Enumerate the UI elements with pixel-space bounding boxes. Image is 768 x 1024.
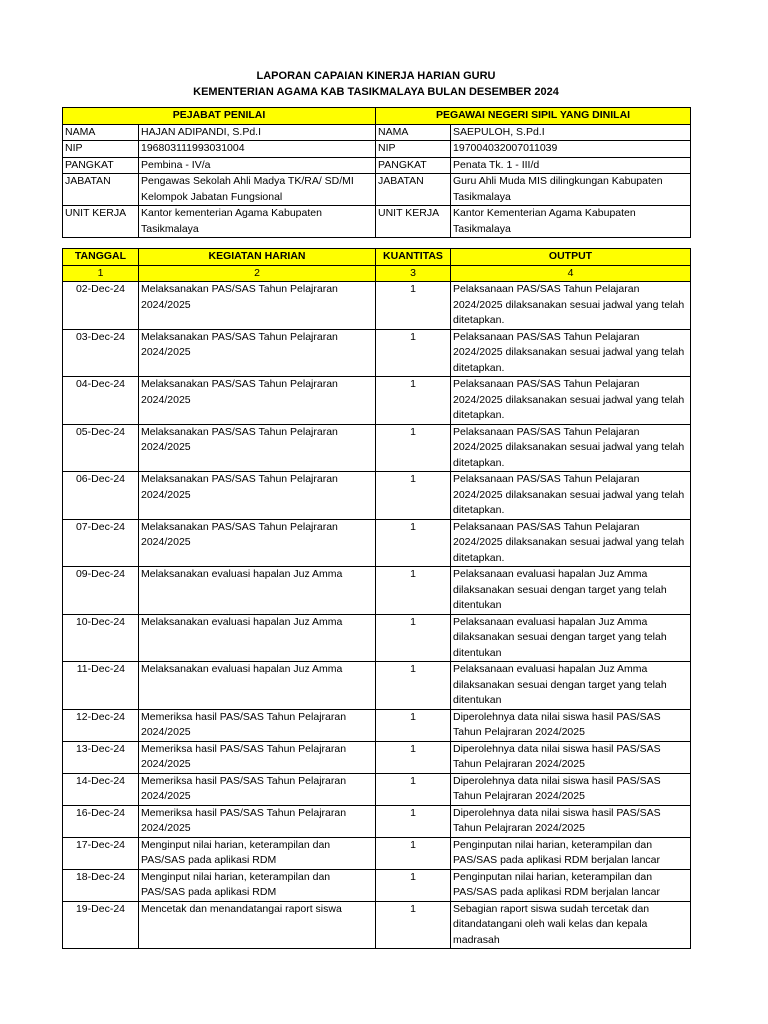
table-row: [63, 741, 691, 773]
activity-description: Melaksanakan PAS/SAS Tahun Pelajraran 2024/2025: [139, 424, 376, 472]
column-header-date: TANGGAL: [63, 249, 139, 266]
assessor-field-value: HAJAN ADIPANDI, S.Pd.I: [139, 124, 376, 141]
column-header-output: OUTPUT: [451, 249, 691, 266]
assessee-field-label: JABATAN: [376, 174, 451, 206]
assessor-field-label: UNIT KERJA: [63, 206, 139, 238]
table-row: [63, 805, 691, 837]
assessee-field-label: PANGKAT: [376, 157, 451, 174]
table-row: [63, 377, 691, 425]
assessor-field-value: Pembina - IV/a: [139, 157, 376, 174]
activity-output: Pelaksanaan PAS/SAS Tahun Pelajaran 2024/2025 dilaksanakan sesuai jadwal yang telah ditetapkan.: [451, 424, 691, 472]
column-number: 3: [376, 265, 451, 282]
assessee-field-label: UNIT KERJA: [376, 206, 451, 238]
table-row: [63, 567, 691, 615]
activity-quantity: 1: [376, 329, 451, 377]
activity-output: Pelaksanaan PAS/SAS Tahun Pelajaran 2024/2025 dilaksanakan sesuai jadwal yang telah ditetapkan.: [451, 329, 691, 377]
assessee-field-label: NIP: [376, 141, 451, 158]
activity-quantity: 1: [376, 567, 451, 615]
activity-output: Pelaksanaan evaluasi hapalan Juz Amma dilaksanakan sesuai dengan target yang telah ditentukan: [451, 662, 691, 710]
table-row: [63, 869, 691, 901]
activity-description: Melaksanakan evaluasi hapalan Juz Amma: [139, 614, 376, 662]
table-row: [63, 424, 691, 472]
activity-description: Memeriksa hasil PAS/SAS Tahun Pelajraran 2024/2025: [139, 709, 376, 741]
activity-description: Melaksanakan evaluasi hapalan Juz Amma: [139, 662, 376, 710]
activity-date: 16-Dec-24: [63, 805, 139, 837]
assessor-field-value: Kantor kementerian Agama Kabupaten Tasikmalaya: [139, 206, 376, 238]
assessor-field-label: JABATAN: [63, 174, 139, 206]
assessment-parties-table: [62, 107, 691, 238]
column-number: 1: [63, 265, 139, 282]
activity-output: Pelaksanaan PAS/SAS Tahun Pelajaran 2024/2025 dilaksanakan sesuai jadwal yang telah ditetapkan.: [451, 282, 691, 330]
info-row: [63, 157, 691, 174]
activity-date: 04-Dec-24: [63, 377, 139, 425]
table-row: [63, 709, 691, 741]
info-row: [63, 141, 691, 158]
activity-output: Penginputan nilai harian, keterampilan dan PAS/SAS pada aplikasi RDM berjalan lancar: [451, 869, 691, 901]
report-subtitle: KEMENTERIAN AGAMA KAB TASIKMALAYA BULAN DESEMBER 2024: [193, 86, 559, 98]
activity-output: Diperolehnya data nilai siswa hasil PAS/SAS Tahun Pelajraran 2024/2025: [451, 805, 691, 837]
table-row: [63, 837, 691, 869]
assessee-heading: PEGAWAI NEGERI SIPIL YANG DINILAI: [376, 108, 691, 125]
activity-description: Melaksanakan PAS/SAS Tahun Pelajraran 2024/2025: [139, 329, 376, 377]
activity-date: 17-Dec-24: [63, 837, 139, 869]
activity-quantity: 1: [376, 662, 451, 710]
activity-quantity: 1: [376, 472, 451, 520]
activity-output: Pelaksanaan PAS/SAS Tahun Pelajaran 2024/2025 dilaksanakan sesuai jadwal yang telah ditetapkan.: [451, 519, 691, 567]
activity-quantity: 1: [376, 519, 451, 567]
activity-date: 10-Dec-24: [63, 614, 139, 662]
activity-output: Pelaksanaan evaluasi hapalan Juz Amma dilaksanakan sesuai dengan target yang telah ditentukan: [451, 567, 691, 615]
activity-description: Menginput nilai harian, keterampilan dan PAS/SAS pada aplikasi RDM: [139, 837, 376, 869]
assessor-field-value: Pengawas Sekolah Ahli Madya TK/RA/ SD/MI Kelompok Jabatan Fungsional: [139, 174, 376, 206]
table-row: [63, 329, 691, 377]
activity-date: 11-Dec-24: [63, 662, 139, 710]
activity-quantity: 1: [376, 773, 451, 805]
assessee-field-value: Kantor Kementerian Agama Kabupaten Tasikmalaya: [451, 206, 691, 238]
info-row: [63, 124, 691, 141]
activity-description: Melaksanakan evaluasi hapalan Juz Amma: [139, 567, 376, 615]
table-row: [63, 773, 691, 805]
assessee-field-value: 197004032007011039: [451, 141, 691, 158]
info-row: [63, 174, 691, 206]
activity-date: 03-Dec-24: [63, 329, 139, 377]
assessor-field-label: NAMA: [63, 124, 139, 141]
assessee-field-label: NAMA: [376, 124, 451, 141]
activity-description: Mencetak dan menandatangai raport siswa: [139, 901, 376, 949]
activity-quantity: 1: [376, 377, 451, 425]
activity-date: 18-Dec-24: [63, 869, 139, 901]
activity-description: Memeriksa hasil PAS/SAS Tahun Pelajraran 2024/2025: [139, 741, 376, 773]
table-row: [63, 614, 691, 662]
activity-output: Pelaksanaan PAS/SAS Tahun Pelajaran 2024/2025 dilaksanakan sesuai jadwal yang telah ditetapkan.: [451, 377, 691, 425]
activity-output: Diperolehnya data nilai siswa hasil PAS/SAS Tahun Pelajraran 2024/2025: [451, 741, 691, 773]
activity-description: Melaksanakan PAS/SAS Tahun Pelajraran 2024/2025: [139, 377, 376, 425]
assessee-field-value: Penata Tk. 1 - III/d: [451, 157, 691, 174]
activity-quantity: 1: [376, 282, 451, 330]
report-title: LAPORAN CAPAIAN KINERJA HARIAN GURU: [256, 70, 496, 82]
table-row: [63, 282, 691, 330]
table-row: [63, 901, 691, 949]
activity-quantity: 1: [376, 805, 451, 837]
table-row: [63, 662, 691, 710]
activity-quantity: 1: [376, 741, 451, 773]
activity-output: Penginputan nilai harian, keterampilan dan PAS/SAS pada aplikasi RDM berjalan lancar: [451, 837, 691, 869]
activity-output: Diperolehnya data nilai siswa hasil PAS/SAS Tahun Pelajraran 2024/2025: [451, 773, 691, 805]
info-row: [63, 206, 691, 238]
assessor-field-value: 196803111993031004: [139, 141, 376, 158]
daily-activity-table: [62, 248, 691, 949]
activity-date: 07-Dec-24: [63, 519, 139, 567]
activity-date: 05-Dec-24: [63, 424, 139, 472]
assessor-field-label: PANGKAT: [63, 157, 139, 174]
column-header-activity: KEGIATAN HARIAN: [139, 249, 376, 266]
activity-description: Melaksanakan PAS/SAS Tahun Pelajraran 2024/2025: [139, 282, 376, 330]
activity-date: 02-Dec-24: [63, 282, 139, 330]
activity-description: Memeriksa hasil PAS/SAS Tahun Pelajraran 2024/2025: [139, 805, 376, 837]
column-number: 4: [451, 265, 691, 282]
activity-output: Sebagian raport siswa sudah tercetak dan ditandatangani oleh wali kelas dan kepala madrasah: [451, 901, 691, 949]
activity-date: 19-Dec-24: [63, 901, 139, 949]
activity-date: 06-Dec-24: [63, 472, 139, 520]
table-row: [63, 472, 691, 520]
activity-quantity: 1: [376, 901, 451, 949]
activity-output: Diperolehnya data nilai siswa hasil PAS/SAS Tahun Pelajraran 2024/2025: [451, 709, 691, 741]
assessee-field-value: Guru Ahli Muda MIS dilingkungan Kabupaten Tasikmalaya: [451, 174, 691, 206]
activity-quantity: 1: [376, 614, 451, 662]
column-header-quantity: KUANTITAS: [376, 249, 451, 266]
activity-quantity: 1: [376, 709, 451, 741]
activity-output: Pelaksanaan PAS/SAS Tahun Pelajaran 2024/2025 dilaksanakan sesuai jadwal yang telah ditetapkan.: [451, 472, 691, 520]
table-row: [63, 519, 691, 567]
activity-date: 13-Dec-24: [63, 741, 139, 773]
activity-date: 12-Dec-24: [63, 709, 139, 741]
activity-output: Pelaksanaan evaluasi hapalan Juz Amma dilaksanakan sesuai dengan target yang telah ditentukan: [451, 614, 691, 662]
activity-quantity: 1: [376, 424, 451, 472]
activity-date: 14-Dec-24: [63, 773, 139, 805]
assessee-field-value: SAEPULOH, S.Pd.I: [451, 124, 691, 141]
activity-description: Melaksanakan PAS/SAS Tahun Pelajraran 2024/2025: [139, 519, 376, 567]
activity-quantity: 1: [376, 869, 451, 901]
activity-quantity: 1: [376, 837, 451, 869]
activity-description: Melaksanakan PAS/SAS Tahun Pelajraran 2024/2025: [139, 472, 376, 520]
activity-description: Menginput nilai harian, keterampilan dan PAS/SAS pada aplikasi RDM: [139, 869, 376, 901]
activity-date: 09-Dec-24: [63, 567, 139, 615]
column-number: 2: [139, 265, 376, 282]
assessor-heading: PEJABAT PENILAI: [63, 108, 376, 125]
activity-description: Memeriksa hasil PAS/SAS Tahun Pelajraran 2024/2025: [139, 773, 376, 805]
assessor-field-label: NIP: [63, 141, 139, 158]
